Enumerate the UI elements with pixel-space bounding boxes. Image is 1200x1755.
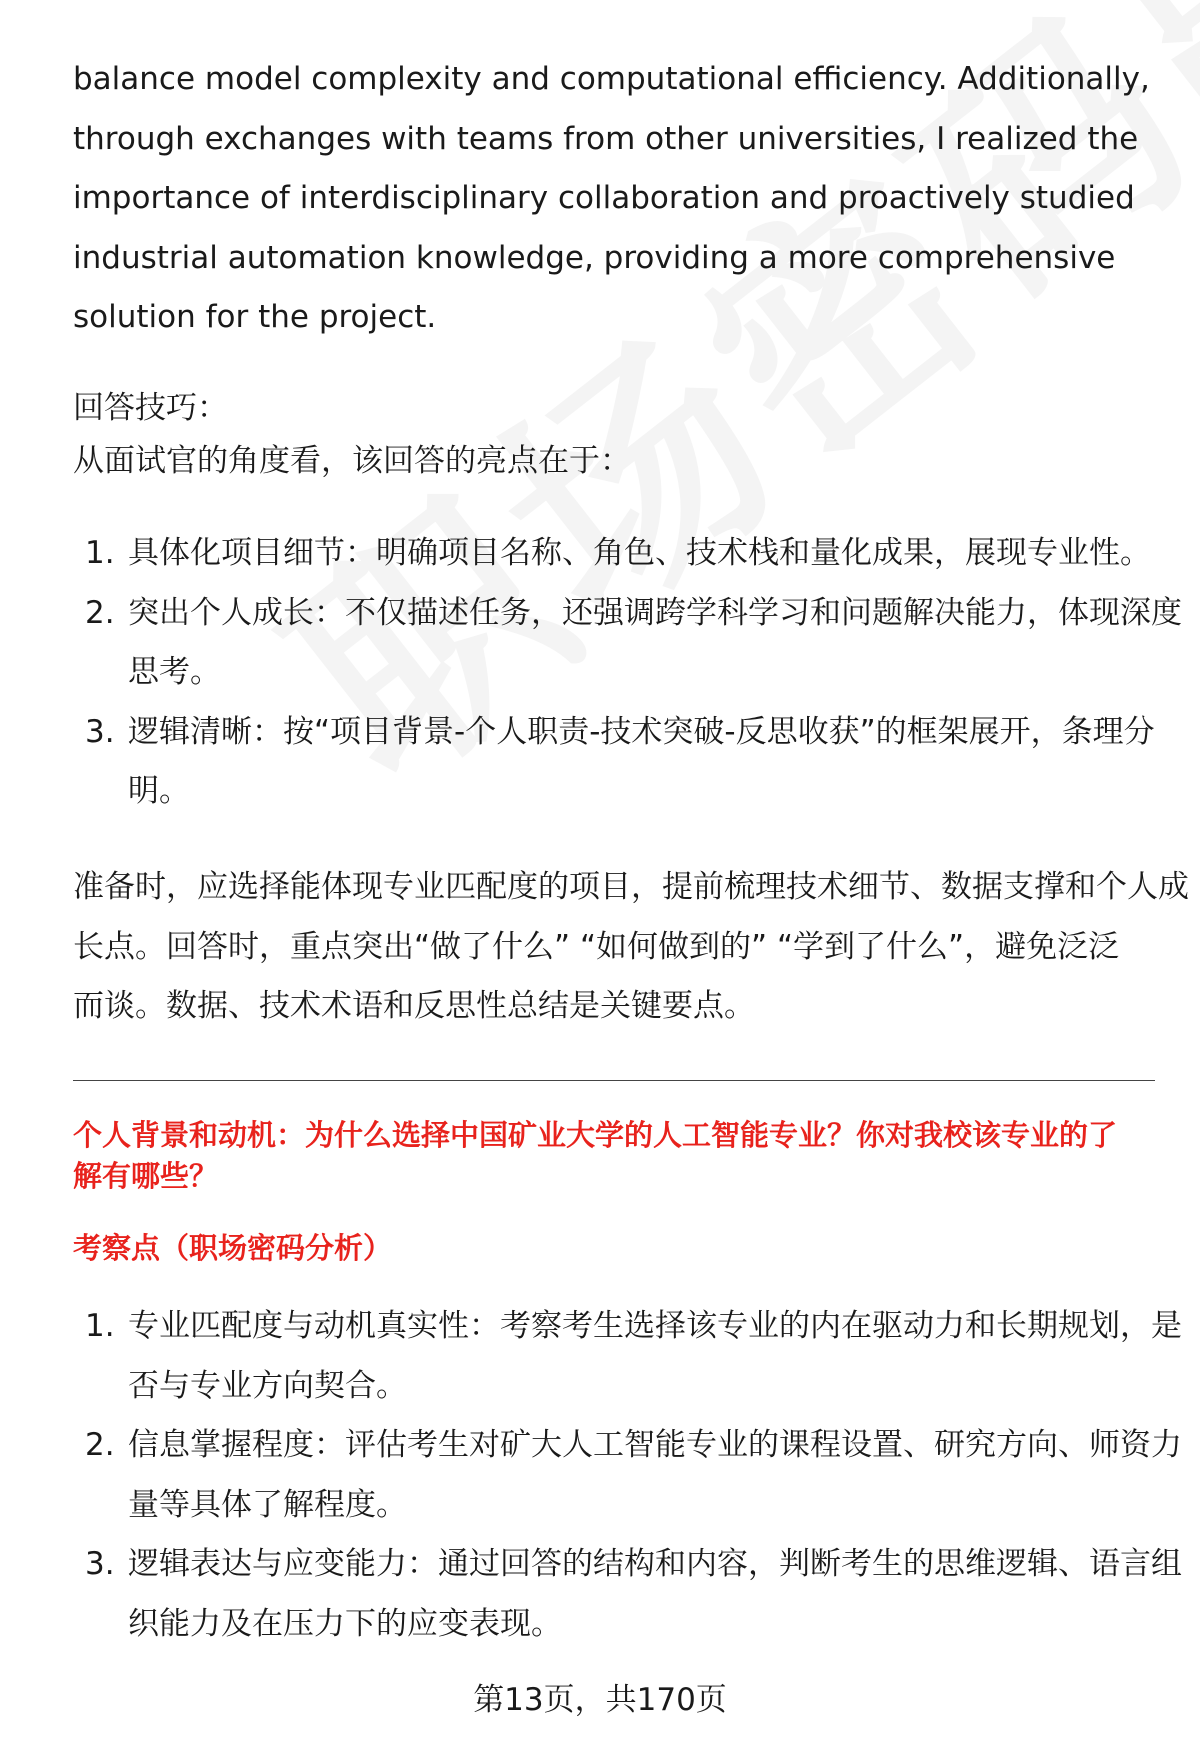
text-line: 信息掌握程度：评估考生对矿大人工智能专业的课程设置、研究方向、师资力	[128, 1427, 1182, 1463]
exam-points-list	[73, 1297, 1182, 1654]
text-line: 否与专业方向契合。	[128, 1367, 407, 1404]
list-item	[73, 1416, 1182, 1535]
text-line: industrial automation knowledge, providing a more comprehensive	[73, 239, 1116, 276]
text-line: 个人背景和动机：为什么选择中国矿业大学的人工智能专业？你对我校该专业的了	[73, 1118, 1118, 1152]
list-number: 1.	[85, 1308, 115, 1344]
text-line: 织能力及在压力下的应变表现。	[128, 1605, 562, 1642]
list-item	[73, 1535, 1182, 1654]
list-number: 2.	[85, 1427, 115, 1463]
list-item	[73, 1297, 1182, 1416]
text-line: 而谈。数据、技术术语和反思性总结是关键要点。	[73, 988, 755, 1024]
question-heading	[73, 1115, 1158, 1197]
text-line: 量等具体了解程度。	[128, 1486, 407, 1523]
prep-paragraph	[73, 858, 1189, 1037]
section-divider	[73, 1080, 1155, 1081]
text-line: through exchanges with teams from other universities, I realized the	[73, 120, 1139, 157]
list-number: 1.	[85, 535, 115, 571]
tips-label: 回答技巧：	[73, 390, 228, 426]
list-number: 3.	[85, 1546, 115, 1582]
text-line: 明。	[128, 773, 190, 809]
text-line: 准备时，应选择能体现专业匹配度的项目，提前梳理技术细节、数据支撑和个人成	[73, 869, 1189, 905]
text-line: importance of interdisciplinary collaboration and proactively studied	[73, 180, 1135, 216]
text-line: 逻辑表达与应变能力：通过回答的结构和内容，判断考生的思维逻辑、语言组	[128, 1546, 1182, 1582]
text-line: 长点。回答时，重点突出“做了什么” “如何做到的” “学到了什么”，避免泛泛	[73, 928, 1120, 965]
list-number: 2.	[85, 594, 115, 631]
page-footer: 第13页，共170页	[473, 1682, 727, 1718]
intro-paragraph	[73, 50, 1153, 348]
text-line: 具体化项目细节：明确项目名称、角色、技术栈和量化成果，展现专业性。	[128, 535, 1151, 571]
exam-points-heading: 考察点（职场密码分析）	[73, 1231, 393, 1265]
text-line: balance model complexity and computational efficiency. Additionally,	[73, 61, 1150, 97]
list-item	[73, 584, 1182, 703]
highlights-list	[73, 524, 1182, 822]
text-line: 思考。	[128, 654, 221, 690]
text-line: 专业匹配度与动机真实性：考察考生选择该专业的内在驱动力和长期规划，是	[128, 1308, 1182, 1344]
tips-intro: 从面试官的角度看，该回答的亮点在于：	[73, 443, 631, 479]
text-line: 突出个人成长：不仅描述任务，还强调跨学科学习和问题解决能力，体现深度	[128, 594, 1182, 631]
text-line: 逻辑清晰：按“项目背景-个人职责-技术突破-反思收获”的框架展开，条理分	[128, 713, 1155, 750]
text-line: solution for the project.	[73, 299, 437, 335]
text-line: 解有哪些？	[73, 1159, 219, 1193]
list-number: 3.	[85, 713, 115, 750]
list-item	[73, 524, 1153, 584]
list-item	[73, 703, 1153, 822]
